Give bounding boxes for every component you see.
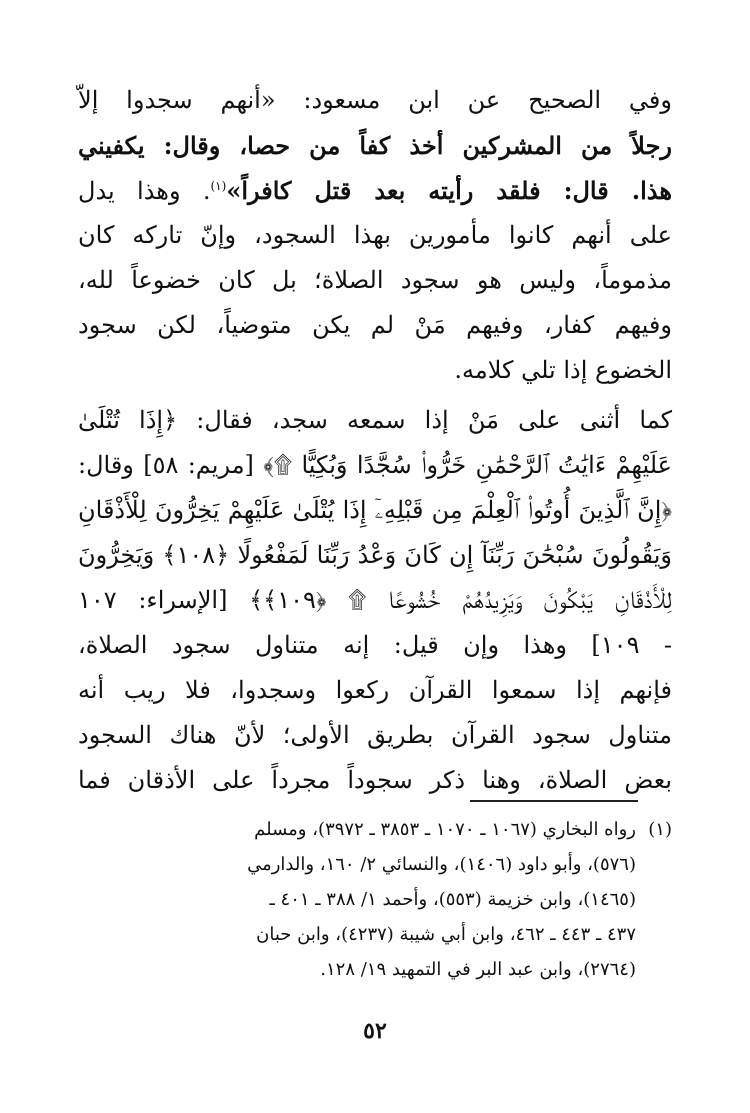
text-line: فإنهم إذا سمعوا القرآن ركعوا وسجدوا، فلا ريب أنه [78, 676, 672, 704]
text-line: متناول سجود القرآن بطريق الأولى؛ لأنّ هناك السجود [78, 721, 672, 749]
text-line [78, 168, 672, 213]
footnote-number: (١) [648, 819, 672, 840]
text-line: الخضوع إذا تلي كلامه. [454, 356, 672, 384]
footnote-line: (٥٧٦)، وأبو داود (١٤٠٦)، والنسائي ٢/ ١٦٠، والدارمي [247, 854, 636, 875]
footnotes [78, 812, 672, 987]
quran-line: عَلَيْهِمْ ءَايَٰتُ ٱلرَّحْمَٰنِ خَرُّوا۟ سُجَّدًا وَبُكِيًّا ۩﴾ [مريم: ٥٨] وقال: [78, 451, 672, 479]
footnote-line: (١٤٦٥)، وابن خزيمة (٥٥٣)، وأحمد ١/ ٣٨٨ ـ ٤٠١ ـ [269, 889, 636, 910]
text-span: . وهذا يدل [78, 177, 211, 205]
text-line: كما أثنى على مَنْ إذا سمعه سجد، فقال: ﴿إِذَا تُتْلَىٰ [78, 406, 672, 434]
text-line: مذموماً، وليس هو سجود الصلاة؛ بل كان خضوعاً لله، [78, 266, 672, 294]
footnote-line: ٤٣٧ ـ ٤٤٣ ـ ٤٦٢، وابن أبي شيبة (٤٢٣٧)، وابن حبان [256, 924, 636, 945]
footnote-reference: (١) [210, 179, 227, 193]
footnote-line [78, 812, 672, 847]
footnote-divider [470, 800, 638, 802]
quran-line: ﴿إِنَّ ٱلَّذِينَ أُوتُوا۟ ٱلْعِلْمَ مِن قَبْلِهِۦٓ إِذَا يُتْلَىٰ عَلَيْهِمْ يَخِرُّونَ لِلْأَذْقَانِ [78, 496, 672, 524]
text-line: وفيهم كفار، وفيهم مَنْ لم يكن متوضياً، لكن سجود [78, 311, 672, 339]
text-line: وفي الصحيح عن ابن مسعود: «أنهم سجدوا إلاّ [78, 86, 672, 114]
quran-line: لِلْأَذْقَانِ يَبْكُونَ وَيَزِيدُهُمْ خُشُوعًا ۩ ﴿١٠٩﴾﴾ [الإسراء: ١٠٧ [78, 586, 672, 614]
text-line: بعض الصلاة، وهنا ذكر سجوداً مجرداً على الأذقان فما [78, 766, 672, 794]
footnote-text: رواه البخاري (١٠٦٧ ـ ١٠٧٠ ـ ٣٨٥٣ ـ ٣٩٧٢)، ومسلم [254, 819, 636, 840]
text-line: على أنهم كانوا مأمورين بهذا السجود، وإنّ تاركه كان [78, 221, 672, 249]
paragraph-2 [78, 398, 672, 803]
page-number: ٥٢ [363, 1018, 387, 1044]
footnote-line: (٢٧٦٤)، وابن عبد البر في التمهيد ١٩/ ١٢٨. [320, 959, 636, 980]
quran-line: وَيَقُولُونَ سُبْحَٰنَ رَبِّنَآ إِن كَانَ وَعْدُ رَبِّنَا لَمَفْعُولًا ﴿١٠٨﴾ وَيَخِرُّونَ [78, 541, 672, 569]
text-line: - ١٠٩] وهذا وإن قيل: إنه متناول سجود الصلاة، [78, 631, 672, 659]
bold-quote: هذا. قال: فلقد رأيته بعد قتل كافراً» [226, 176, 672, 205]
text-line: رجلاً من المشركين أخذ كفاً من حصا، وقال: يكفيني [78, 131, 672, 160]
paragraph-1 [78, 78, 672, 393]
